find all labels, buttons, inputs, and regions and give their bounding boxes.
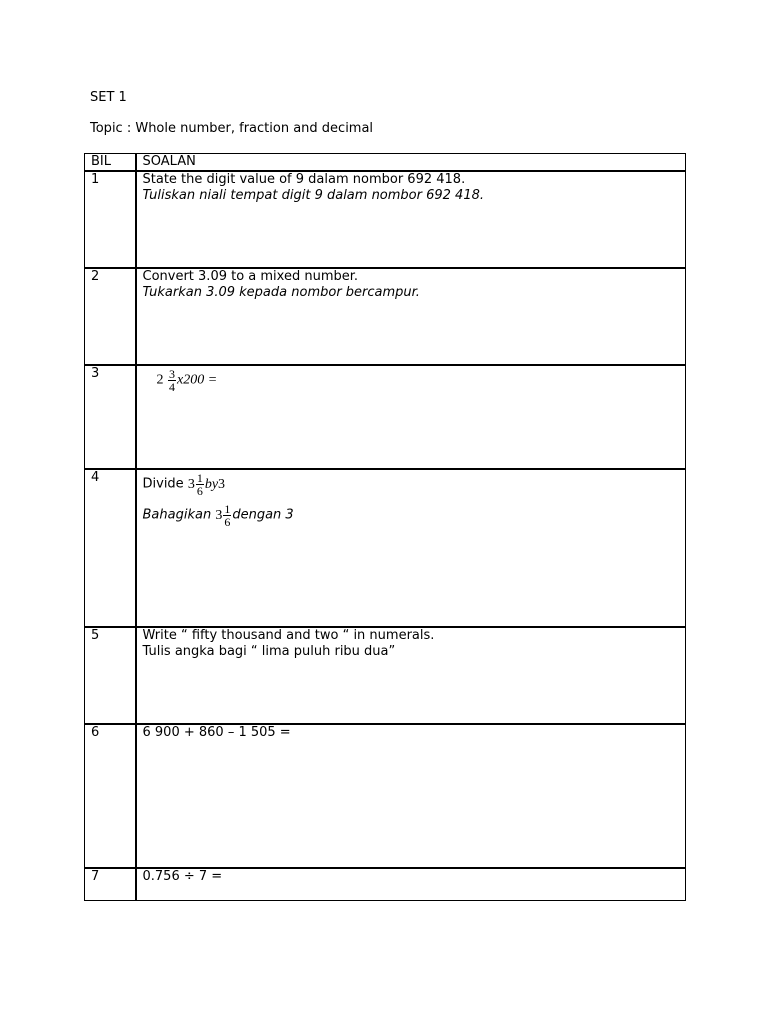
divisor: 3 (218, 476, 226, 492)
fraction-denominator: 4 (169, 380, 175, 394)
question-row-1 (85, 171, 686, 268)
question-text-ms: Tuliskan niali tempat digit 9 dalam nombor 692 418. (142, 188, 484, 203)
topic-label: Topic : Whole number, fraction and decimal (90, 121, 374, 136)
question-cell (136, 469, 686, 627)
mixed-number-whole: 3 (215, 507, 223, 523)
question-number: 7 (85, 868, 136, 901)
question-prefix-en: Divide (142, 476, 188, 492)
question-row-6 (85, 724, 686, 868)
fraction-numerator: 3 (169, 367, 175, 381)
fraction-numerator: 1 (196, 471, 203, 485)
question-text-en: 6 900 + 860 – 1 505 = (142, 725, 291, 740)
question-line-en (143, 472, 686, 497)
fraction-denominator: 6 (224, 515, 231, 529)
column-header-bil: BIL (85, 154, 136, 172)
question-row-4 (85, 469, 686, 627)
question-row-3 (85, 365, 686, 469)
question-text-ms: Tulis angka bagi “ lima puluh ribu dua” (142, 644, 396, 659)
question-number: 5 (85, 627, 136, 724)
question-suffix-ms: dengan 3 (232, 507, 294, 523)
question-cell (136, 268, 686, 365)
question-number: 4 (85, 469, 136, 627)
fraction (196, 472, 204, 497)
question-number: 6 (85, 724, 136, 868)
fraction (223, 503, 231, 528)
question-cell (136, 724, 686, 868)
fraction-denominator: 6 (196, 484, 203, 498)
question-prefix-ms: Bahagikan (142, 507, 216, 523)
question-number: 1 (85, 171, 136, 268)
math-expression (215, 502, 232, 529)
question-text-ms: Tukarkan 3.09 kepada nombor bercampur. (142, 285, 420, 300)
mixed-number-whole: 3 (187, 476, 195, 492)
table-header-row (85, 154, 686, 172)
set-label: SET 1 (90, 90, 127, 105)
math-expression (157, 368, 218, 393)
question-cell (136, 365, 686, 469)
column-header-soalan: SOALAN (136, 154, 686, 172)
fraction (168, 368, 176, 393)
question-row-2 (85, 268, 686, 365)
question-number: 3 (85, 365, 136, 469)
mixed-number-whole: 2 (156, 372, 164, 388)
question-number: 2 (85, 268, 136, 365)
question-text-en: 0.756 ÷ 7 = (142, 869, 223, 884)
question-cell (136, 868, 686, 901)
math-expression (187, 471, 226, 498)
question-text-en: Convert 3.09 to a mixed number. (142, 269, 359, 284)
question-table (84, 153, 686, 901)
expression-rest: x200 = (177, 372, 218, 388)
by-word: by (204, 476, 219, 492)
question-row-7 (85, 868, 686, 901)
fraction-numerator: 1 (224, 502, 231, 516)
question-row-5 (85, 627, 686, 724)
question-text-en: Write “ fifty thousand and two “ in numerals. (142, 628, 435, 643)
question-cell (136, 171, 686, 268)
question-text-en: State the digit value of 9 dalam nombor 692 418. (142, 172, 466, 187)
question-cell (136, 627, 686, 724)
question-line-ms (143, 503, 686, 528)
